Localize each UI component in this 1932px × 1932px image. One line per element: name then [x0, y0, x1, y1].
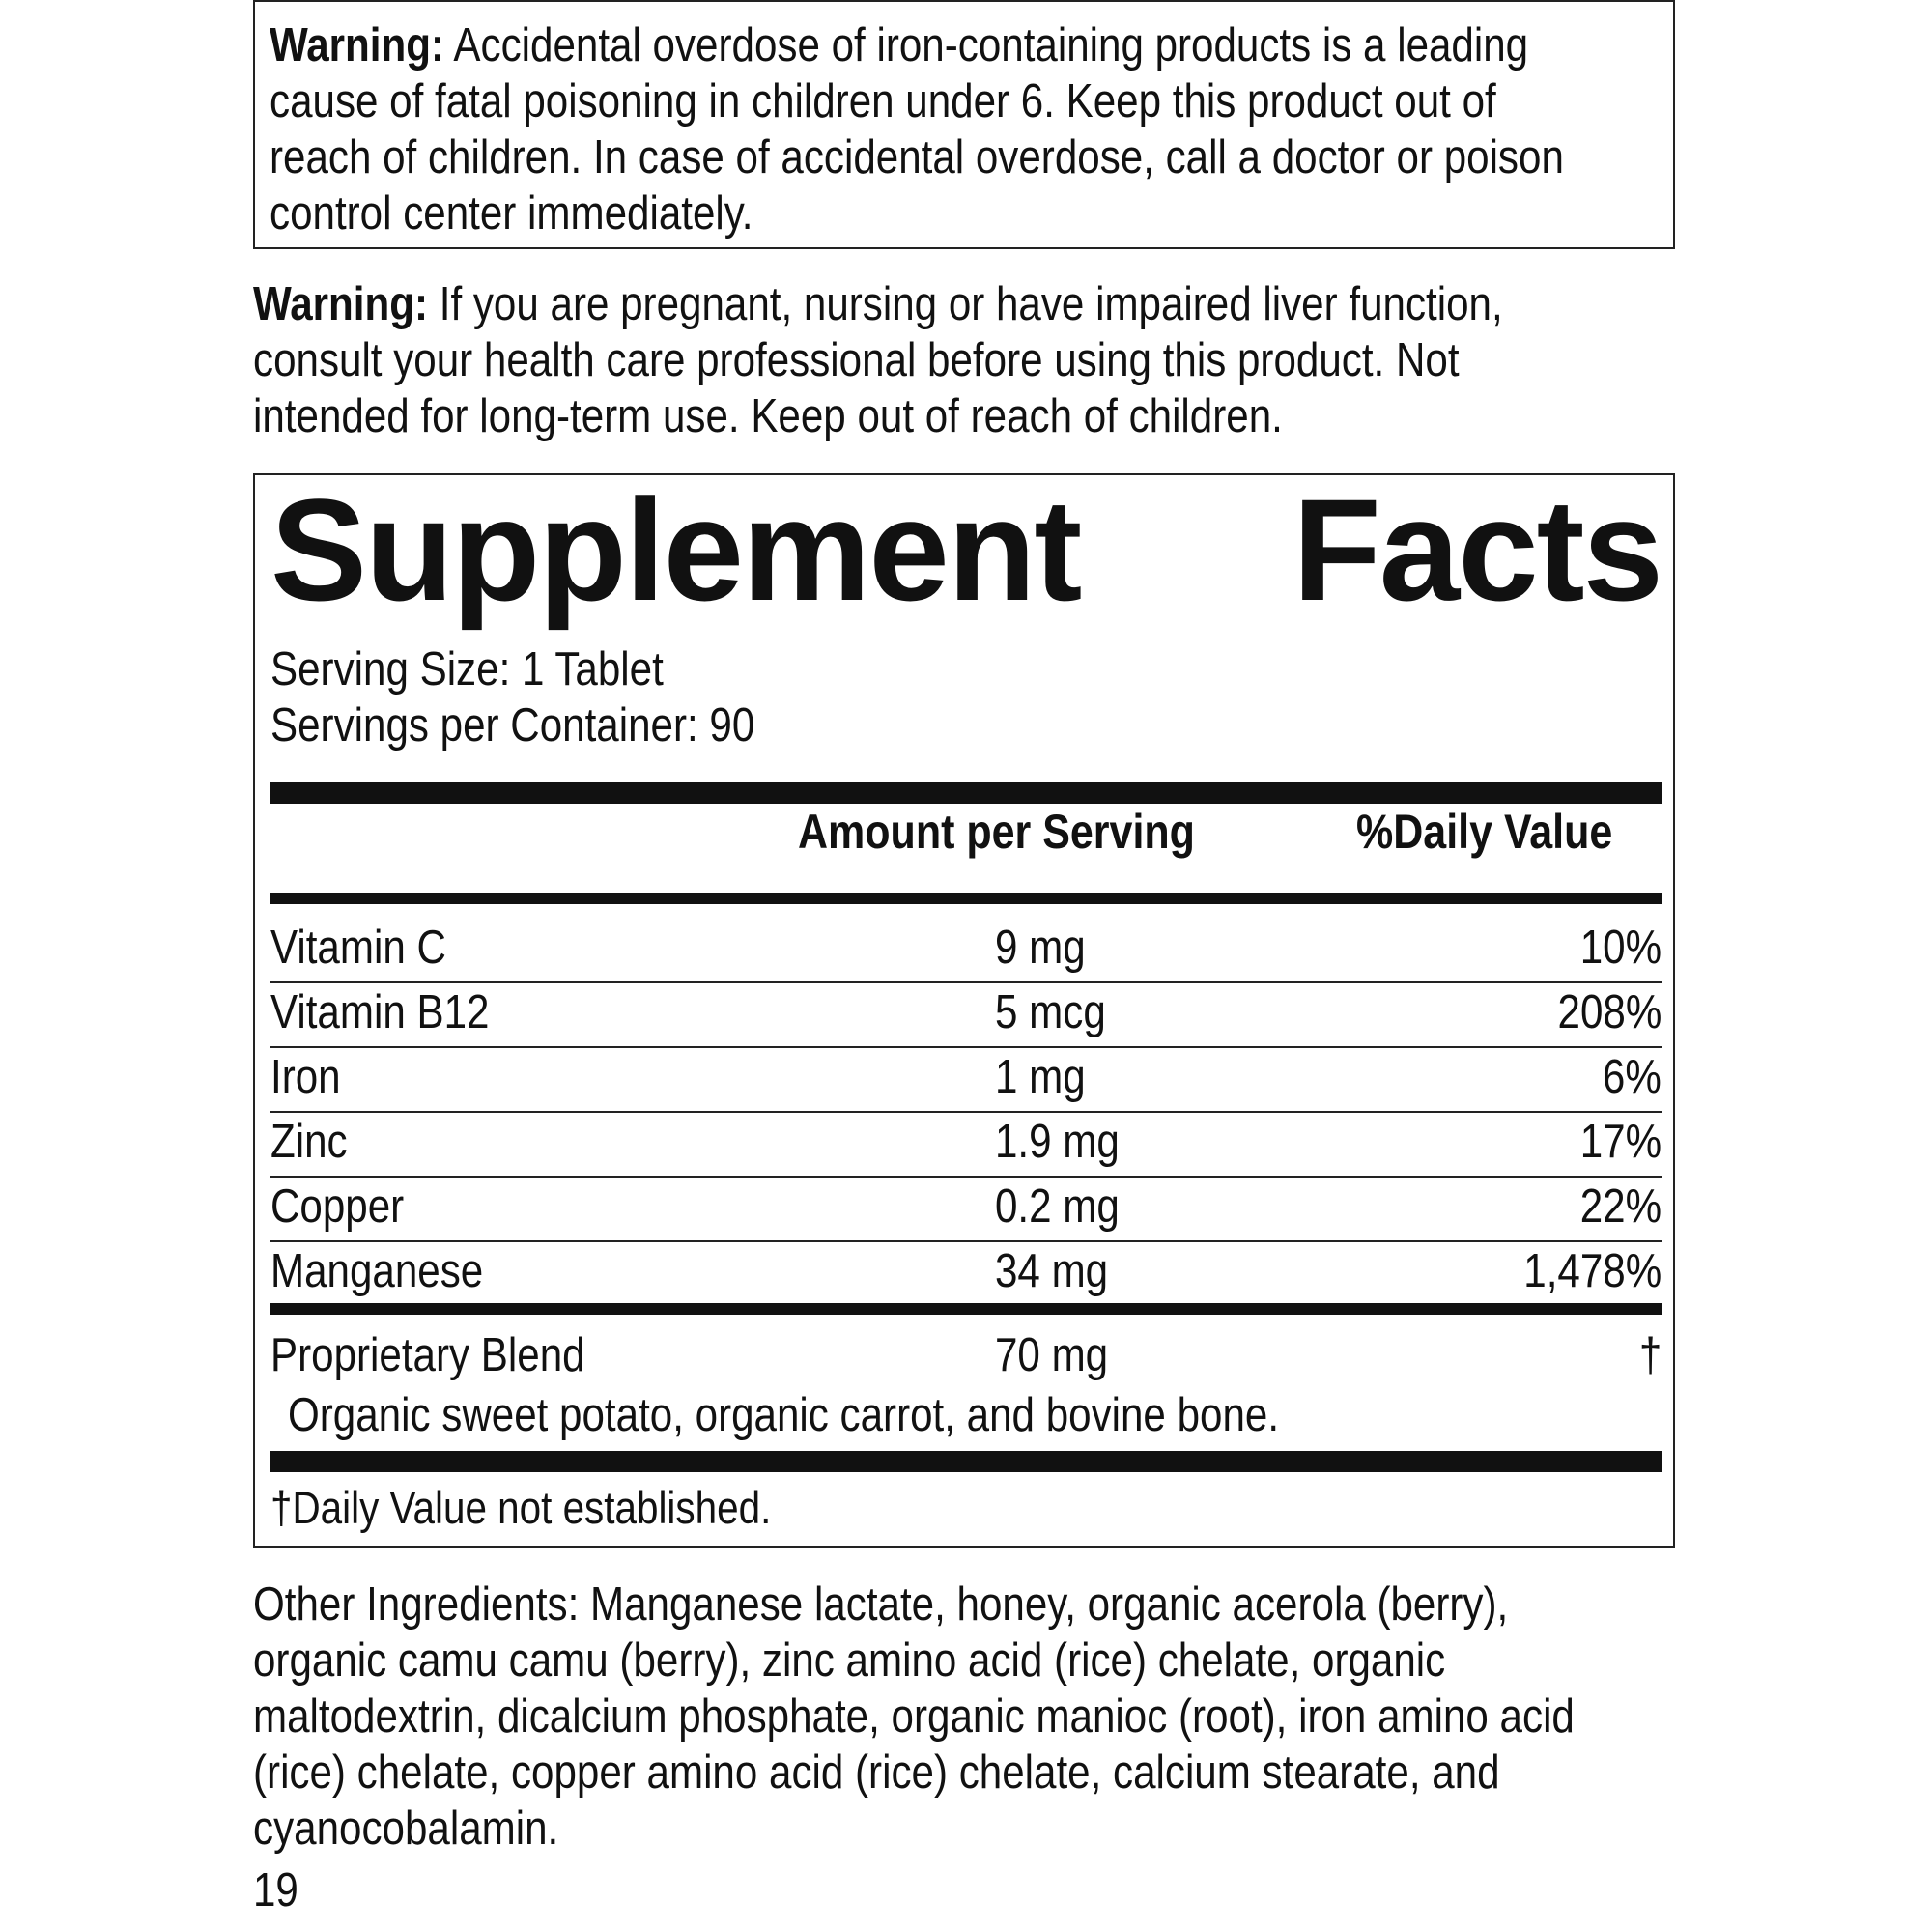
warning-line: cause of fatal poisoning in children under 6. Keep this product out of — [270, 75, 1496, 128]
warning-line: intended for long-term use. Keep out of reach of children. — [253, 390, 1283, 442]
nutrient-dv: 1,478% — [1523, 1245, 1662, 1297]
nutrient-dv: 208% — [1557, 986, 1662, 1038]
warning-line: control center immediately. — [270, 187, 753, 240]
nutrient-amount: 5 mcg — [995, 986, 1106, 1038]
nutrient-name: Copper — [270, 1180, 405, 1233]
warning-line: Accidental overdose of iron-containing products is a leading — [453, 19, 1529, 71]
nutrient-name: Vitamin C — [270, 922, 446, 974]
thick-divider — [270, 782, 1662, 804]
blend-row — [270, 1327, 1662, 1391]
nutrient-dv: 22% — [1579, 1180, 1662, 1233]
nutrient-row — [270, 984, 1662, 1048]
nutrient-amount: 9 mg — [995, 922, 1086, 974]
ingredients-line: maltodextrin, dicalcium phosphate, organic manioc (root), iron amino acid — [253, 1690, 1575, 1743]
medium-divider — [270, 893, 1662, 904]
nutrient-name: Iron — [270, 1051, 341, 1103]
nutrient-row — [270, 1114, 1662, 1178]
serving-size: Serving Size: 1 Tablet — [270, 643, 664, 696]
blend-dv: † — [1638, 1329, 1662, 1381]
nutrient-row — [270, 1243, 1662, 1307]
blend-description: Organic sweet potato, organic carrot, and bovine bone. — [288, 1389, 1280, 1441]
warning-label: Warning: — [253, 278, 429, 330]
supplement-facts-panel — [253, 469, 1675, 1548]
pregnancy-warning-text — [253, 276, 1665, 444]
facts-title-word: Facts — [1293, 469, 1662, 631]
other-ingredients — [253, 1577, 1665, 1857]
nutrient-row — [270, 1179, 1662, 1242]
row-divider — [270, 1111, 1662, 1113]
ingredients-line: organic camu camu (berry), zinc amino acid (rice) chelate, organic — [253, 1634, 1446, 1687]
row-divider — [270, 1240, 1662, 1242]
facts-title — [270, 469, 1662, 631]
nutrient-dv: 6% — [1603, 1051, 1662, 1103]
blend-name: Proprietary Blend — [270, 1329, 585, 1381]
row-divider — [270, 981, 1662, 983]
nutrient-row — [270, 920, 1662, 983]
nutrient-name: Zinc — [270, 1116, 348, 1168]
row-divider — [270, 1176, 1662, 1178]
thick-divider — [270, 1451, 1662, 1472]
nutrient-name: Vitamin B12 — [270, 986, 490, 1038]
iron-warning-box — [253, 0, 1675, 249]
nutrient-amount: 1 mg — [995, 1051, 1086, 1103]
blend-amount: 70 mg — [995, 1329, 1109, 1381]
medium-divider — [270, 1303, 1662, 1315]
warning-line: If you are pregnant, nursing or have impaired liver function, — [439, 278, 1503, 330]
nutrient-amount: 34 mg — [995, 1245, 1109, 1297]
warning-label: Warning: — [270, 19, 445, 71]
nutrient-dv: 10% — [1579, 922, 1662, 974]
nutrient-dv: 17% — [1579, 1116, 1662, 1168]
nutrient-amount: 0.2 mg — [995, 1180, 1120, 1233]
iron-warning-text — [270, 17, 1682, 242]
nutrient-row — [270, 1049, 1662, 1113]
row-divider — [270, 1046, 1662, 1048]
facts-title-word: Supplement — [270, 469, 1081, 631]
ingredients-line: (rice) chelate, copper amino acid (rice) chelate, calcium stearate, and — [253, 1747, 1500, 1799]
footnote: †Daily Value not established. — [270, 1482, 772, 1533]
daily-value-header: %Daily Value — [1356, 805, 1613, 859]
page-number: 19 — [253, 1864, 298, 1917]
ingredients-line: cyanocobalamin. — [253, 1803, 559, 1855]
warning-line: reach of children. In case of accidental overdose, call a doctor or poison — [270, 131, 1564, 184]
amount-per-serving-header: Amount per Serving — [798, 805, 1195, 859]
warning-line: consult your health care professional before using this product. Not — [253, 334, 1460, 386]
nutrient-amount: 1.9 mg — [995, 1116, 1120, 1168]
nutrient-name: Manganese — [270, 1245, 484, 1297]
ingredients-line: Other Ingredients: Manganese lactate, honey, organic acerola (berry), — [253, 1578, 1509, 1631]
servings-per-container: Servings per Container: 90 — [270, 699, 755, 752]
